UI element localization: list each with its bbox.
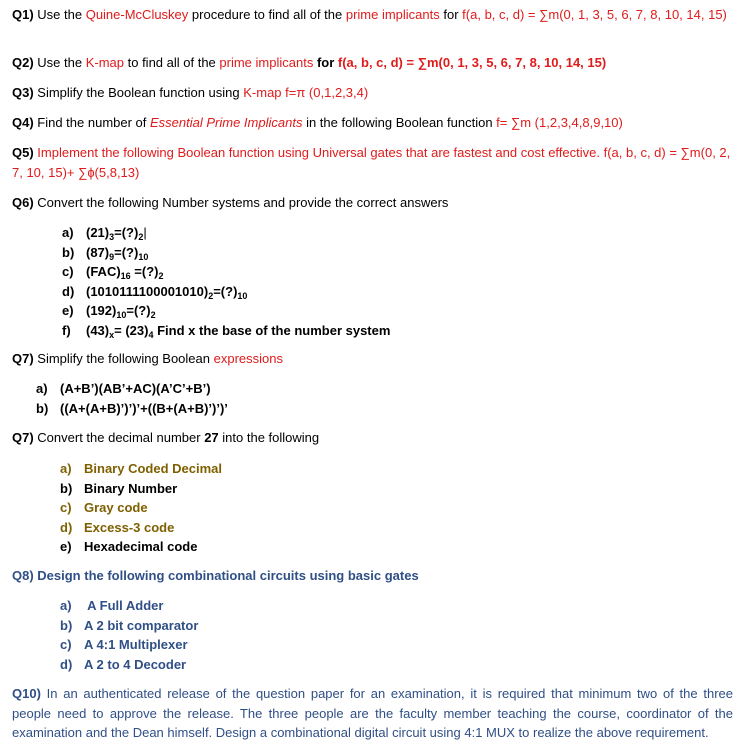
q1-method: Quine-McCluskey [85, 7, 189, 22]
q6-item: f) $(43)_x= (23)_4$ Find x the base of the number system [62, 322, 391, 340]
q5-number: Q5) [12, 145, 34, 160]
q6-item: e) $(192)_{10}=(?)_2$ [62, 303, 156, 320]
q1-text-2: procedure to find all of the [188, 7, 346, 22]
q1-prime-implicants: prime implicants [345, 7, 440, 22]
q7b-item: e) Hexadecimal code [60, 539, 198, 554]
question-7-convert [12, 428, 742, 448]
q4-number: Q4) [12, 115, 34, 130]
question-5 [12, 143, 742, 182]
q7b-item: b) Binary Number [60, 480, 178, 496]
q10-number: Q10) [12, 686, 41, 701]
q10-text: In an authenticated release of the question paper for an examination, it is required that minimum two of the three people need to approve the release. The three people are the faculty member teaching the course, coordinator of the examination and the Dean himself. Design a combinational digital circuit using 4:1 MUX to realize the above requirement. [12, 686, 733, 740]
q7a-number: Q7) [12, 351, 34, 366]
q1-number: Q1) [12, 7, 34, 22]
question-10 [12, 684, 733, 743]
q7b-number: Q7) [12, 430, 34, 445]
q7a-expressions: expressions [213, 351, 283, 366]
q7b-item: a) Binary Coded Decimal [60, 461, 222, 476]
q8-title: Q8) Design the following combinational circuits using basic gates [12, 568, 419, 583]
q4-epi: Essential Prime Implicants [150, 115, 303, 130]
q7b-text: Convert the decimal number [33, 430, 205, 445]
q8-item: a) A Full Adder [60, 598, 164, 613]
q6-number: Q6) [12, 195, 34, 210]
question-4 [12, 113, 742, 133]
question-1 [12, 5, 742, 25]
q3-function: K-map f=π (0,1,2,3,4) [243, 85, 369, 100]
q8-item: d) A 2 to 4 Decoder [60, 656, 187, 672]
q5-function: f(a, b, c, d) = ∑m(0, 2, 7, 10, 15)+ ∑ɸ(5,8,13) [12, 145, 731, 180]
q2-text: Use the [33, 55, 86, 70]
q7b-text-2: into the following [218, 430, 320, 445]
question-8 [12, 566, 742, 586]
q8-item: c) A 4:1 Multiplexer [60, 637, 188, 652]
q6-item: b) $(87)_9=(?)_{10}$ [62, 244, 149, 262]
q2-function: f(a, b, c, d) = ∑m(0, 1, 3, 5, 6, 7, 8, 10, 14, 15) [337, 55, 607, 70]
q7a-item: b) ((A+(A+B)’)’)’+((B+(A+B)’)’)’ [36, 400, 228, 416]
q5-text: Implement the following Boolean function using Universal gates that are fastest and cost effective. [33, 145, 604, 160]
q4-text-2: in the following Boolean function [302, 115, 497, 130]
q7b-item: c) Gray code [60, 500, 148, 515]
q6-item: d) $(1010111100001010)_2=(?)_{10}$ [62, 283, 248, 301]
question-7-simplify [12, 349, 742, 369]
q7b-item: d) Excess-3 code [60, 519, 175, 535]
q1-text-3: for [439, 7, 463, 22]
q2-text-3: for [313, 55, 338, 70]
q7a-item: a) (A+B’)(AB’+AC)(A’C’+B’) [36, 381, 211, 396]
q2-number: Q2) [12, 55, 34, 70]
q4-text: Find the number of [33, 115, 151, 130]
q2-text-2: to find all of the [124, 55, 220, 70]
q2-kmap: K-map [85, 55, 124, 70]
question-2 [12, 53, 742, 73]
q1-function: f(a, b, c, d) = ∑m(0, 1, 3, 5, 6, 7, 8, 10, 14, 15) [462, 7, 727, 22]
q8-item: b) A 2 bit comparator [60, 617, 199, 633]
q3-text: Simplify the Boolean function using [33, 85, 244, 100]
q6-item: a) $(21)_3=(?)_2|$ [62, 225, 147, 242]
q2-prime-implicants: prime implicants [219, 55, 314, 70]
question-6 [12, 193, 742, 213]
q6-text: Convert the following Number systems and provide the correct answers [33, 195, 449, 210]
question-3 [12, 83, 742, 103]
q1-text: Use the [33, 7, 86, 22]
q3-number: Q3) [12, 85, 34, 100]
q7a-text: Simplify the following Boolean [33, 351, 214, 366]
q4-function: f= ∑m (1,2,3,4,8,9,10) [496, 115, 623, 130]
q6-item: c) $(FAC)_{16}$ $=(?)_2$ [62, 264, 164, 281]
q7b-number-27: 27 [204, 430, 219, 445]
